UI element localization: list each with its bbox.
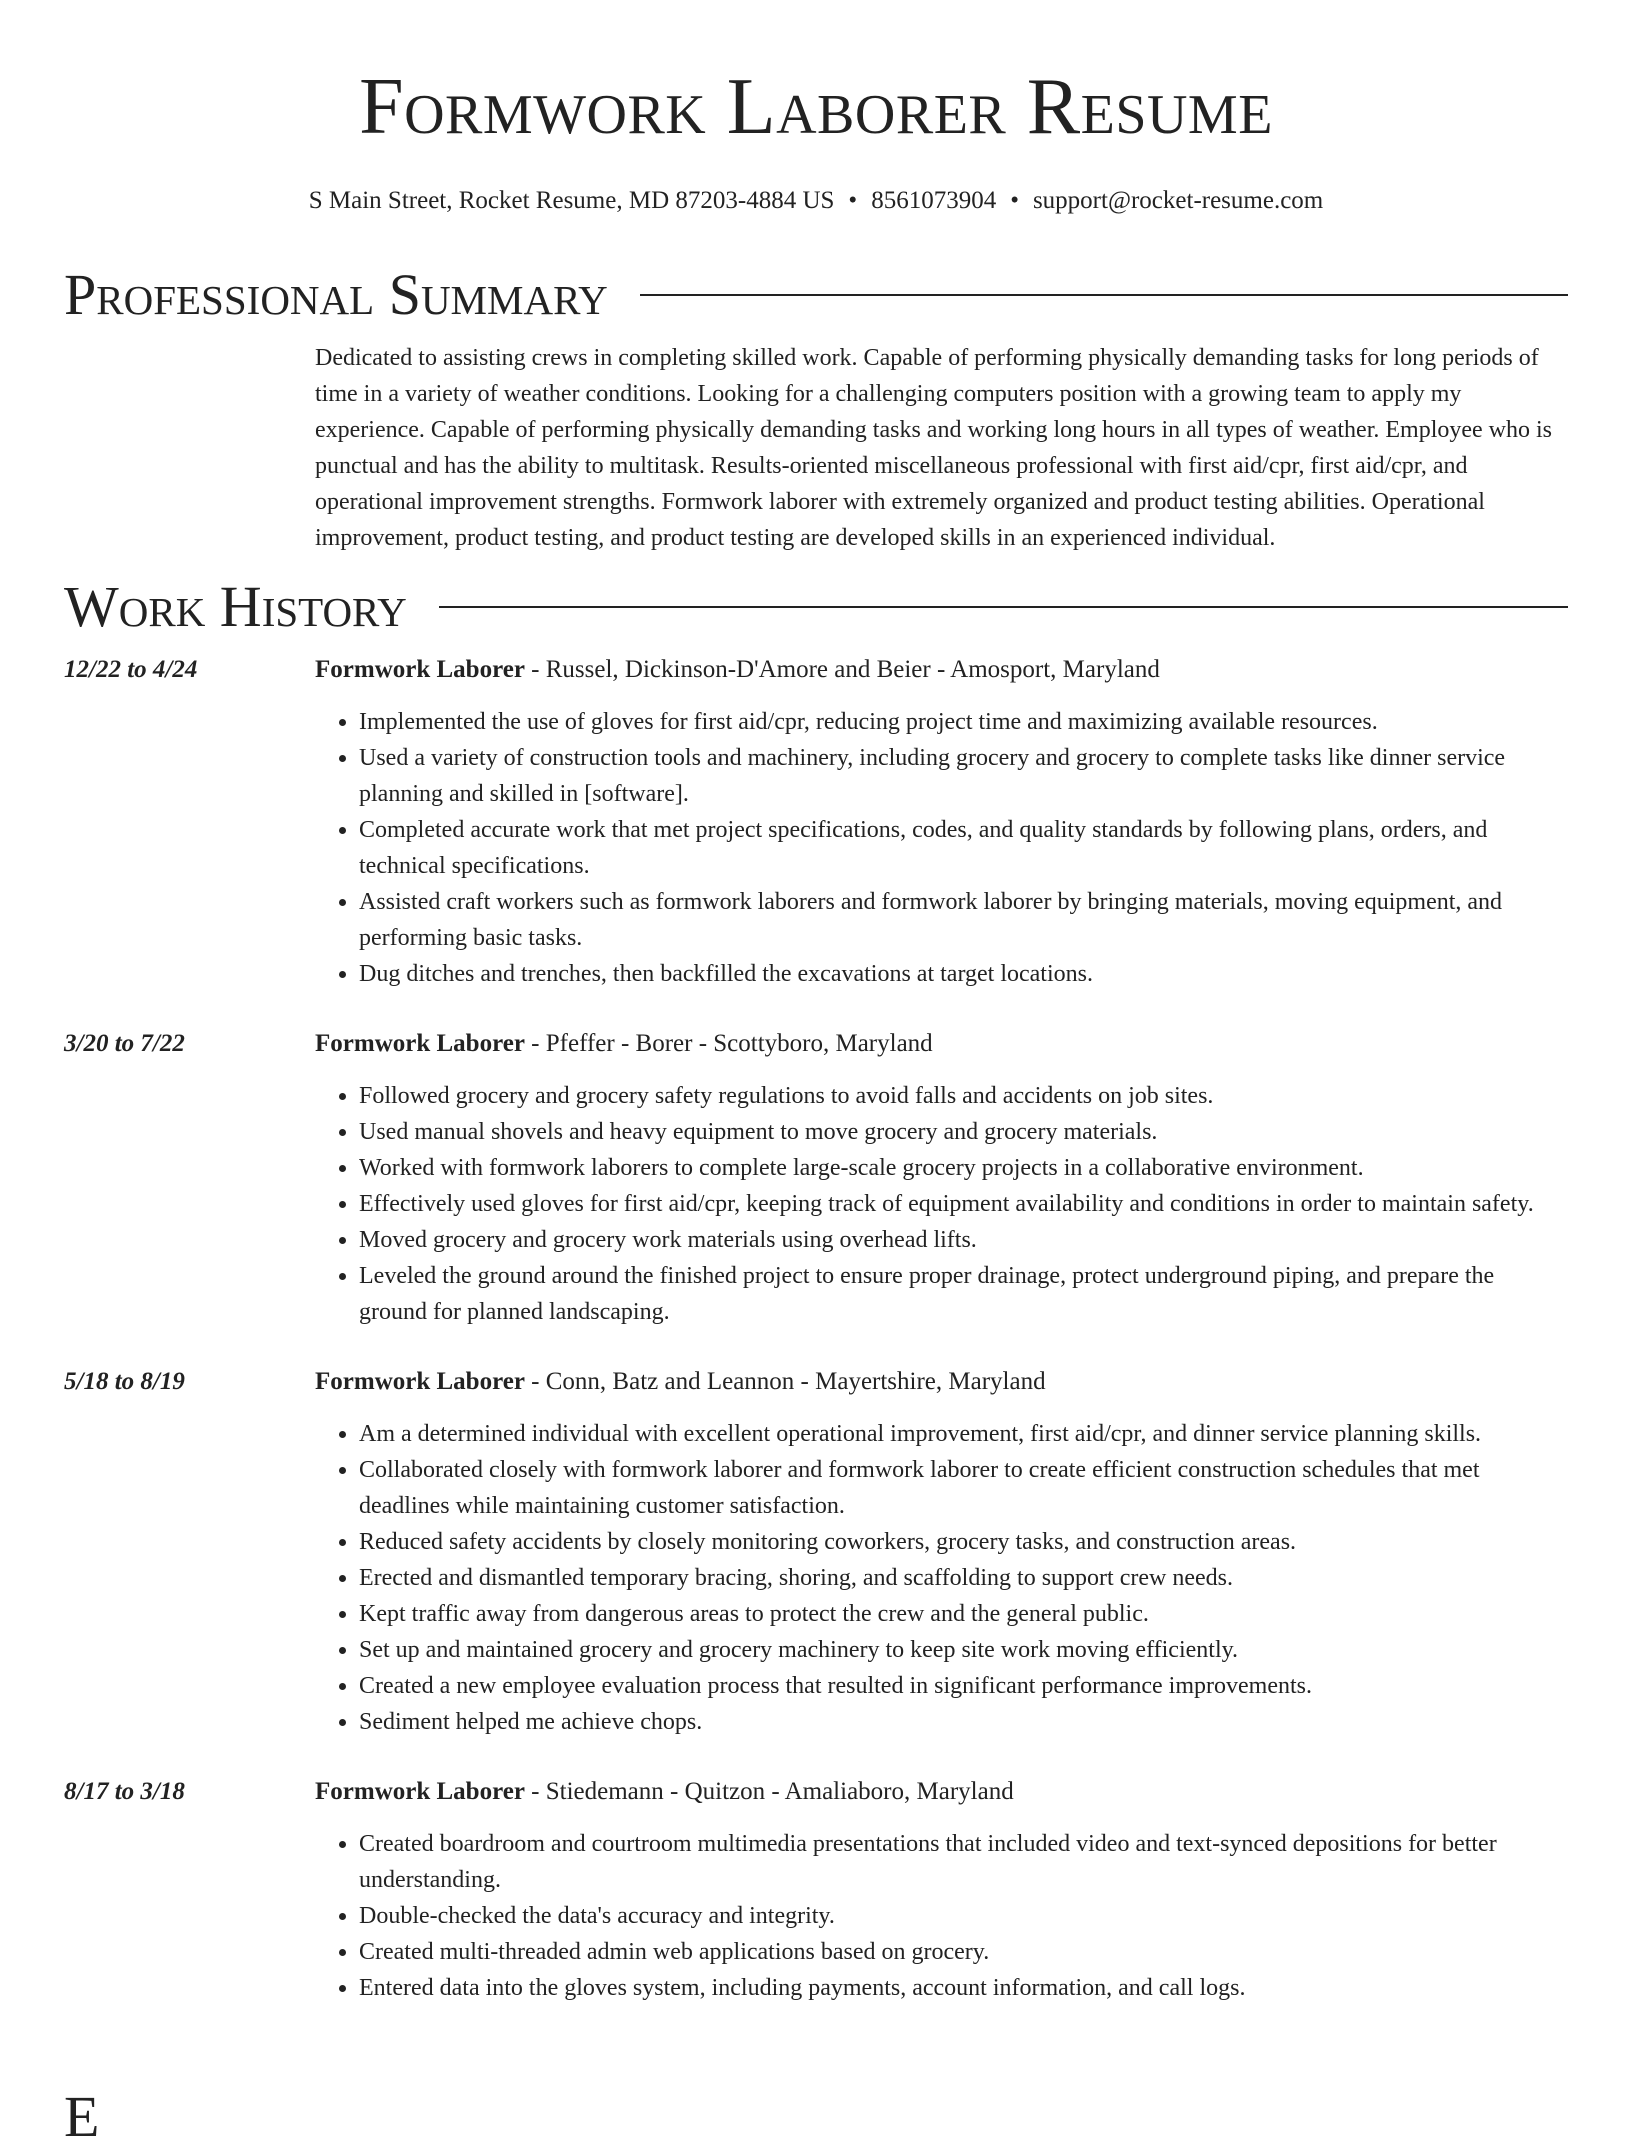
job-bullet: • Used a variety of construction tools and machinery, including grocery and grocery to complete tasks like dinner service planning and skilled in [software]. <box>359 740 1568 812</box>
next-section-heading: E <box>64 2084 100 2149</box>
summary-text: Dedicated to assisting crews in completing skilled work. Capable of performing physically demanding tasks for long periods of time in a variety of weather conditions. Looking for a challenging computers position with a growing team to apply my experience. Capable of performing physically demanding tasks and working long hours in all types of weather. Employee who is punctual and has the ability to multitask. Results-oriented miscellaneous professional with first aid/cpr, first aid/cpr, and operational improvement strengths. Formwork laborer with extremely organized and product testing abilities. Operational improvement, product testing, and product testing are developed skills in an experienced individual. <box>315 345 1553 551</box>
section-divider <box>640 294 1568 296</box>
job-bullet: • Worked with formwork laborers to complete large-scale grocery projects in a collaborative environment. <box>359 1150 1568 1186</box>
job-bullet: • Created a new employee evaluation process that resulted in significant performance improvements. <box>359 1668 1568 1704</box>
job-entry <box>64 1026 1568 1330</box>
job-bullet: • Leveled the ground around the finished project to ensure proper drainage, protect underground piping, and prepare the ground for planned landscaping. <box>359 1258 1568 1330</box>
job-employer-location: - Pfeffer - Borer - Scottyboro, Maryland <box>524 1030 933 1057</box>
job-entry <box>64 652 1568 992</box>
resume-title: Formwork Laborer Resume <box>359 63 1273 151</box>
resume-page <box>64 0 1568 2006</box>
job-bullet: • Moved grocery and grocery work materials using overhead lifts. <box>359 1222 1568 1258</box>
summary-section-header <box>64 264 1568 326</box>
summary-heading: Professional Summary <box>64 262 608 327</box>
job-bullet: • Collaborated closely with formwork laborer and formwork laborer to create efficient construction schedules that met deadlines while maintaining customer satisfaction. <box>359 1452 1568 1524</box>
job-entry <box>64 1364 1568 1740</box>
job-heading-line <box>315 1774 1568 1810</box>
job-dates: 3/20 to 7/22 <box>64 1030 185 1057</box>
job-heading-line <box>315 652 1568 688</box>
job-bullet: • Created boardroom and courtroom multimedia presentations that included video and text-synced depositions for better understanding. <box>359 1826 1568 1898</box>
contact-phone: 8561073904 <box>871 187 997 214</box>
job-body <box>315 1774 1568 2006</box>
contact-email: support@rocket-resume.com <box>1032 187 1324 214</box>
job-bullet: • Dug ditches and trenches, then backfilled the excavations at target locations. <box>359 956 1568 992</box>
job-bullet: • Double-checked the data's accuracy and integrity. <box>359 1898 1568 1934</box>
job-body <box>315 652 1568 992</box>
job-bullet-list <box>315 1826 1568 2006</box>
job-bullet-list <box>315 704 1568 992</box>
job-heading-line <box>315 1364 1568 1400</box>
work-section-header <box>64 576 1568 638</box>
contact-separator: • <box>1010 187 1019 214</box>
job-entry <box>64 1774 1568 2006</box>
work-heading: Work History <box>64 574 407 639</box>
job-bullet: • Reduced safety accidents by closely monitoring coworkers, grocery tasks, and construction areas. <box>359 1524 1568 1560</box>
job-bullet: • Effectively used gloves for first aid/cpr, keeping track of equipment availability and conditions in order to maintain safety. <box>359 1186 1568 1222</box>
contact-line <box>64 186 1568 216</box>
job-dates: 8/17 to 3/18 <box>64 1778 185 1805</box>
job-bullet: • Created multi-threaded admin web applications based on grocery. <box>359 1934 1568 1970</box>
job-title: Formwork Laborer <box>315 1778 525 1805</box>
job-bullet: • Erected and dismantled temporary bracing, shoring, and scaffolding to support crew needs. <box>359 1560 1568 1596</box>
job-bullet: • Used manual shovels and heavy equipment to move grocery and grocery materials. <box>359 1114 1568 1150</box>
work-history-list <box>64 652 1568 2006</box>
job-bullet: • Completed accurate work that met project specifications, codes, and quality standards by following plans, orders, and technical specifications. <box>359 812 1568 884</box>
job-employer-location: - Stiedemann - Quitzon - Amaliaboro, Maryland <box>524 1778 1014 1805</box>
job-dates: 5/18 to 8/19 <box>64 1368 185 1395</box>
job-bullet: • Sediment helped me achieve chops. <box>359 1704 1568 1740</box>
job-bullet: • Implemented the use of gloves for first aid/cpr, reducing project time and maximizing available resources. <box>359 704 1568 740</box>
job-title: Formwork Laborer <box>315 1368 525 1395</box>
job-bullet-list <box>315 1416 1568 1740</box>
job-bullet: • Am a determined individual with excellent operational improvement, first aid/cpr, and dinner service planning skills. <box>359 1416 1568 1452</box>
contact-separator: • <box>848 187 858 214</box>
section-divider <box>439 606 1568 608</box>
job-title: Formwork Laborer <box>315 656 525 683</box>
job-body <box>315 1364 1568 1740</box>
job-employer-location: - Russel, Dickinson-D'Amore and Beier - Amosport, Maryland <box>524 656 1160 683</box>
job-bullet-list <box>315 1078 1568 1330</box>
contact-address: S Main Street, Rocket Resume, MD 87203-4884 US <box>308 187 835 214</box>
job-body <box>315 1026 1568 1330</box>
job-bullet: • Entered data into the gloves system, including payments, account information, and call logs. <box>359 1970 1568 2006</box>
job-bullet: • Set up and maintained grocery and grocery machinery to keep site work moving efficiently. <box>359 1632 1568 1668</box>
next-section-header <box>64 2086 99 2148</box>
job-bullet: • Assisted craft workers such as formwork laborers and formwork laborer by bringing materials, moving equipment, and performing basic tasks. <box>359 884 1568 956</box>
job-title: Formwork Laborer <box>315 1030 525 1057</box>
job-heading-line <box>315 1026 1568 1062</box>
job-dates: 12/22 to 4/24 <box>64 656 198 683</box>
job-bullet: • Followed grocery and grocery safety regulations to avoid falls and accidents on job sites. <box>359 1078 1568 1114</box>
job-employer-location: - Conn, Batz and Leannon - Mayertshire, Maryland <box>524 1368 1046 1395</box>
job-bullet: • Kept traffic away from dangerous areas to protect the crew and the general public. <box>359 1596 1568 1632</box>
